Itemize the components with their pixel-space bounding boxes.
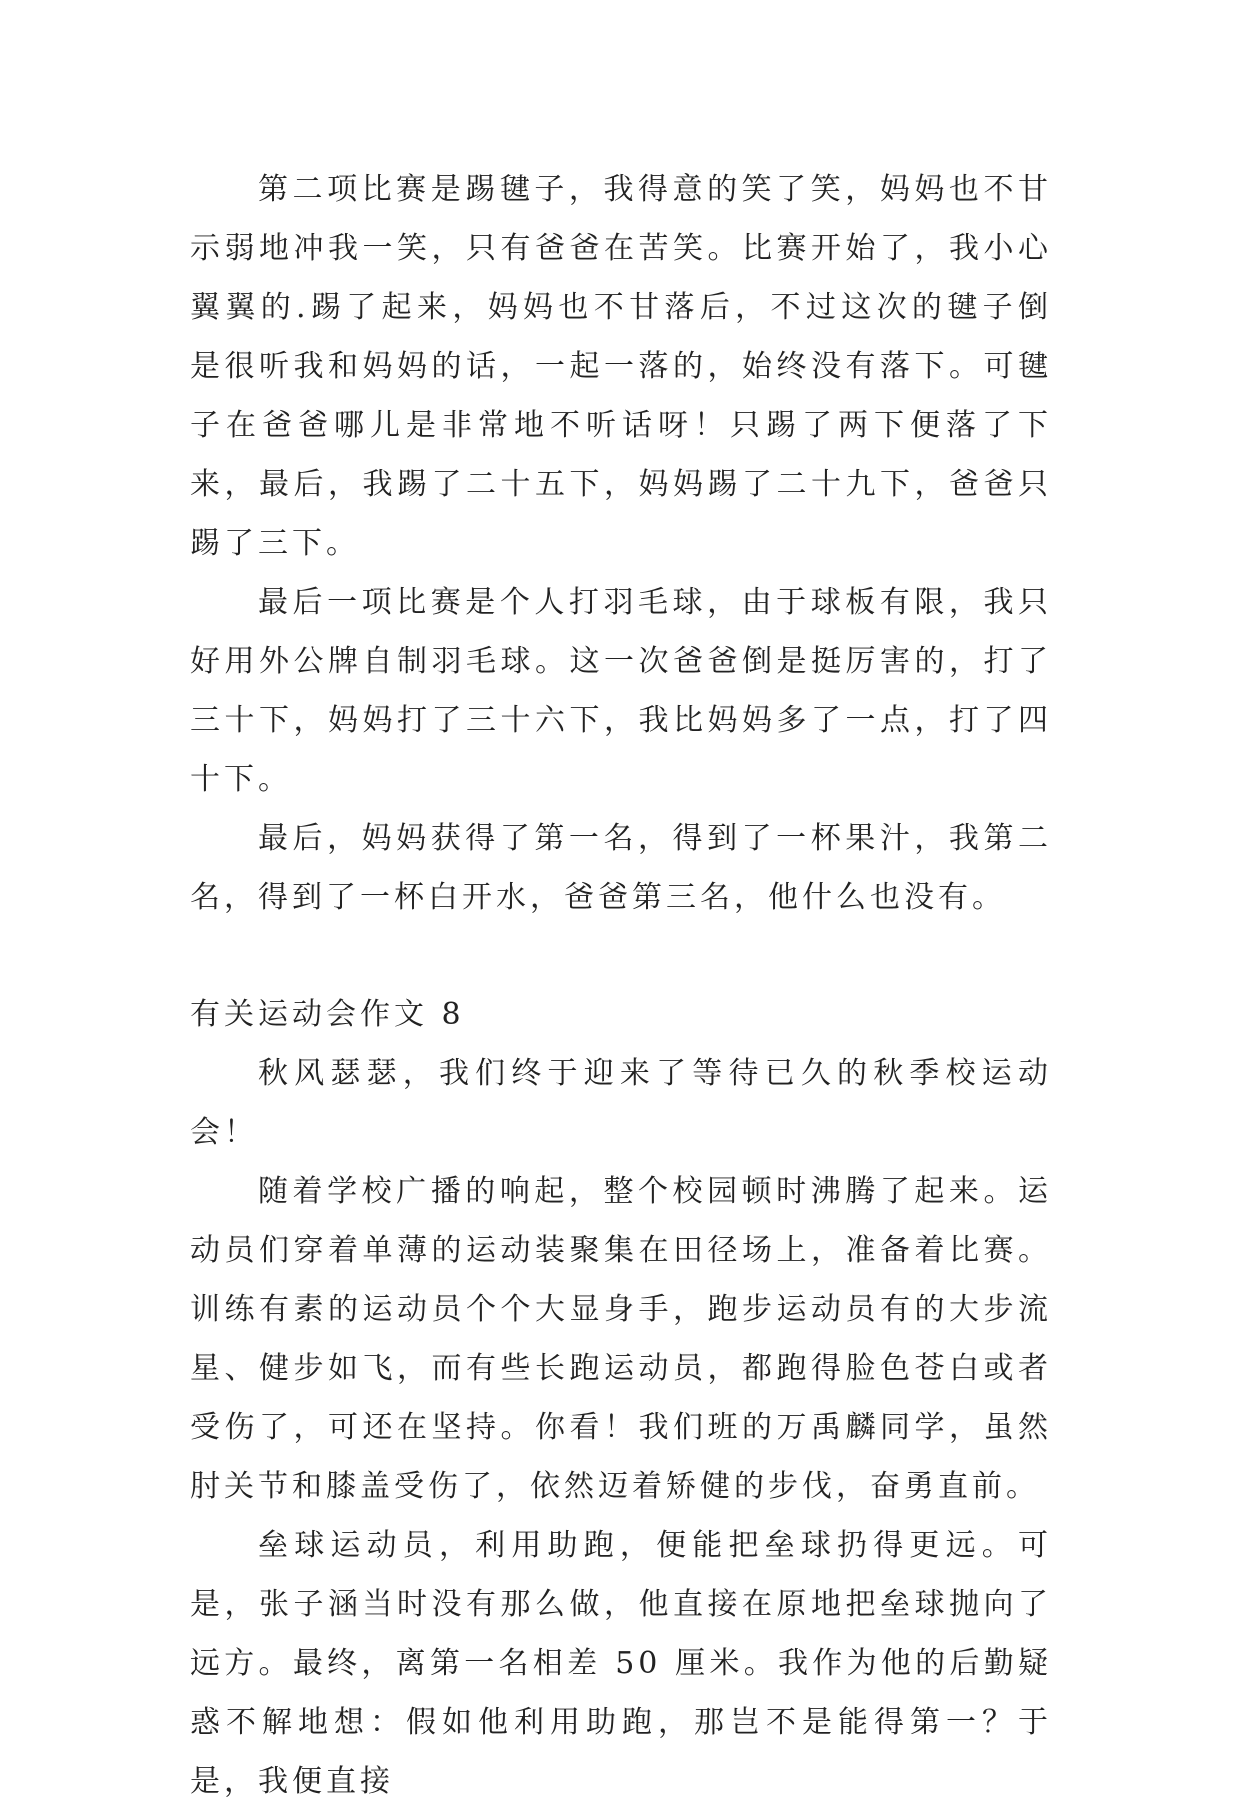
- paragraph-broadcast: 随着学校广播的响起，整个校园顿时沸腾了起来。运动员们穿着单薄的运动装聚集在田径场上，准备着比赛。训练有素的运动员个个大显身手，跑步运动员有的大步流星、健步如飞，而有些长跑运动员，都跑得脸色苍白或者受伤了，可还在坚持。你看！我们班的万禹麟同学，虽然肘关节和膝盖受伤了，依然迈着矫健的步伐，奋勇直前。: [190, 1174, 1052, 1504]
- section-title: 有关运动会作文 8: [190, 997, 465, 1032]
- paragraph-autumn-wind: 秋风瑟瑟，我们终于迎来了等待已久的秋季校运动会！: [190, 1056, 1052, 1150]
- paragraph-results: 最后，妈妈获得了第一名，得到了一杯果汁，我第二名，得到了一杯白开水，爸爸第三名，他什么也没有。: [190, 821, 1052, 915]
- paragraph-badminton: 最后一项比赛是个人打羽毛球，由于球板有限，我只好用外公牌自制羽毛球。这一次爸爸倒是挺厉害的，打了三十下，妈妈打了三十六下，我比妈妈多了一点，打了四十下。: [190, 585, 1052, 797]
- paragraph-jianzi: 第二项比赛是踢毽子，我得意的笑了笑，妈妈也不甘示弱地冲我一笑，只有爸爸在苦笑。比赛开始了，我小心翼翼的.踢了起来，妈妈也不甘落后，不过这次的毽子倒是很听我和妈妈的话，一起一落的，始终没有落下。可毽子在爸爸哪儿是非常地不听话呀！只踢了两下便落了下来，最后，我踢了二十五下，妈妈踢了二十九下，爸爸只踢了三下。: [190, 172, 1052, 561]
- paragraph-softball: 垒球运动员，利用助跑，便能把垒球扔得更远。可是，张子涵当时没有那么做，他直接在原地把垒球抛向了远方。最终，离第一名相差 50 厘米。我作为他的后勤疑惑不解地想：假如他利用助跑，那岂不是能得第一？于是，我便直接: [190, 1528, 1052, 1799]
- document-body: [190, 160, 1052, 1811]
